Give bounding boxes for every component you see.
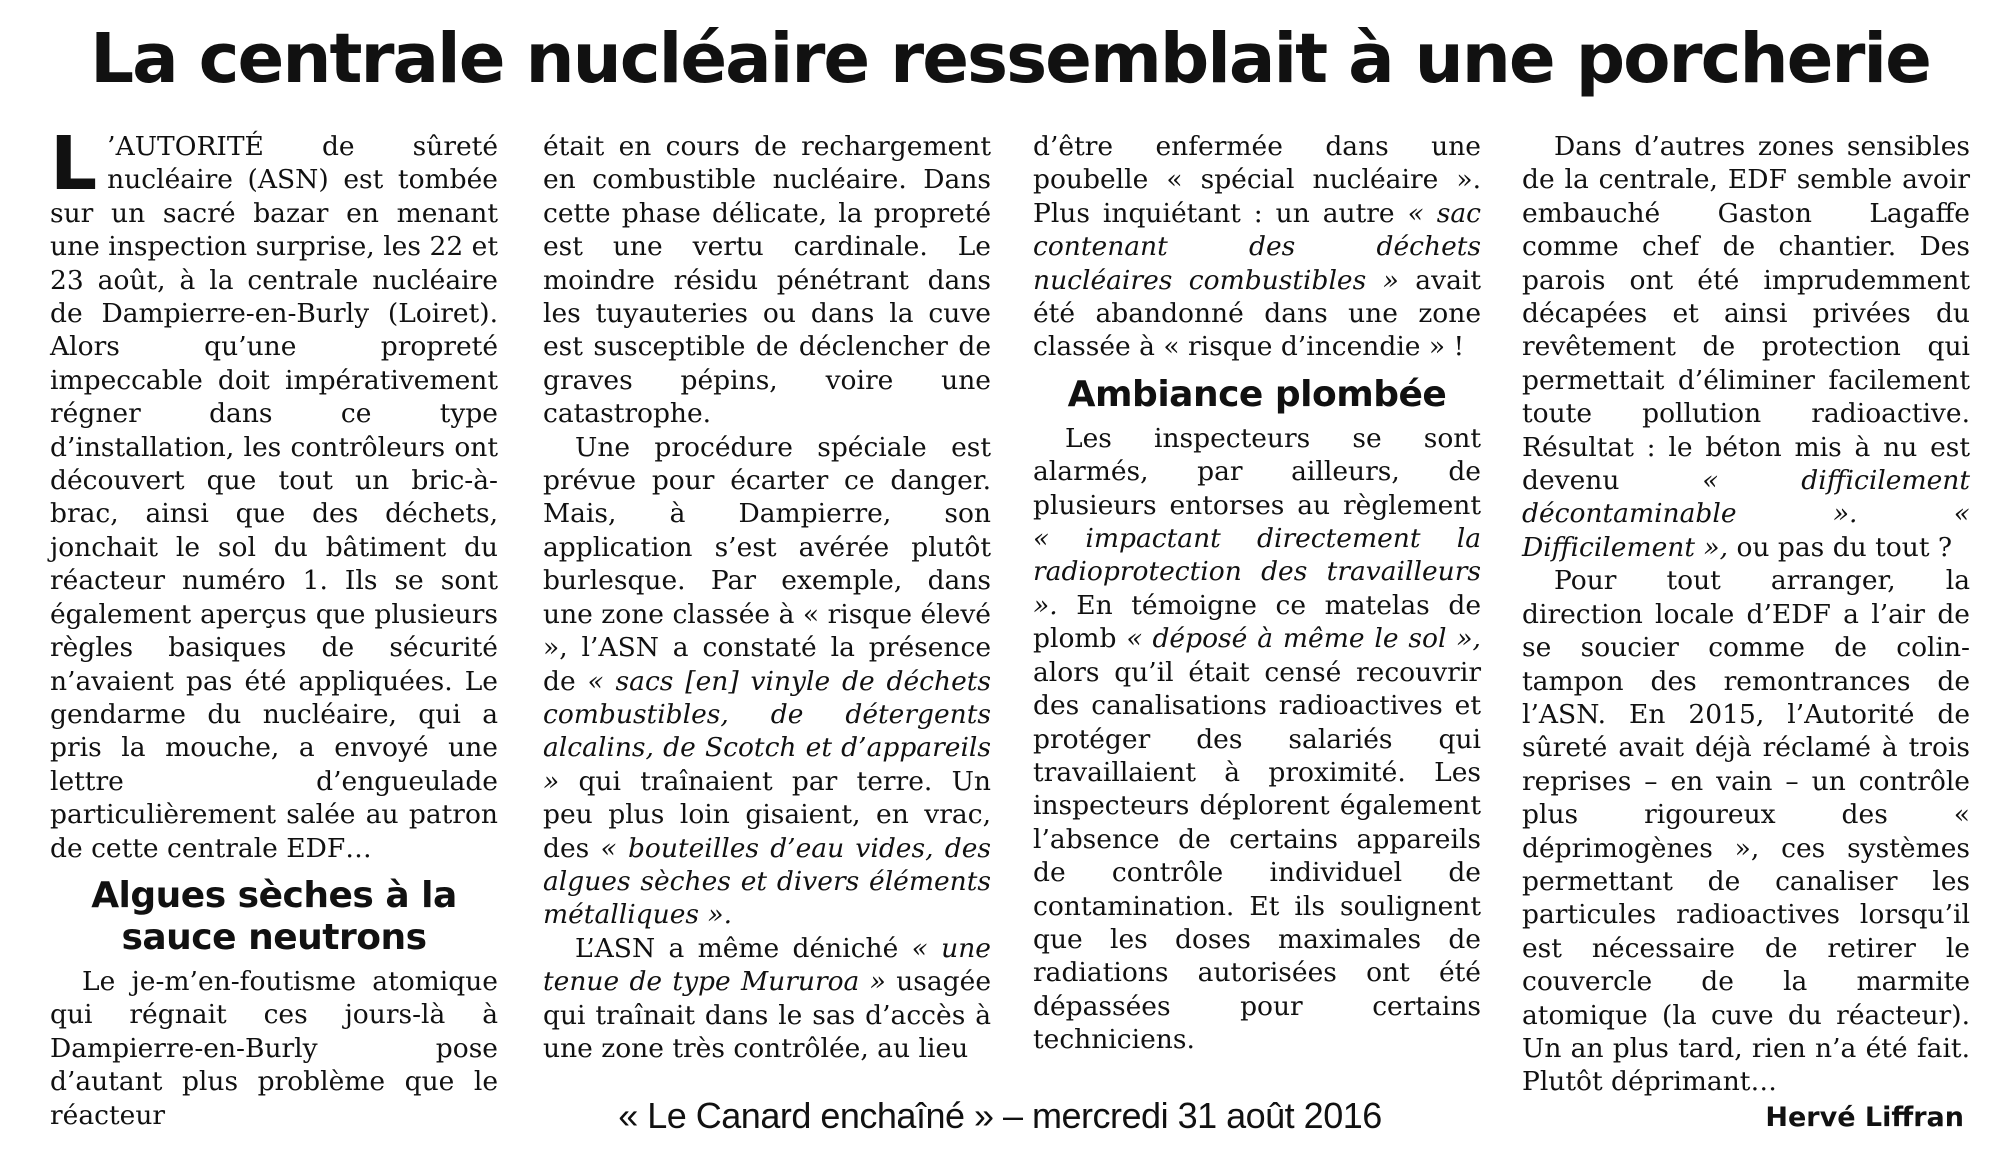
quote: « bouteilles d’eau vides, des algues sèches et divers éléments métalliques ».: [543, 832, 992, 931]
lead-text: ’AUTORITÉ de sûreté nucléaire (ASN) est tombée sur un sacré bazar en menant une inspection surprise, les 22 et 23 août, à la centrale nucléaire de Dampierre-en-Burly (Loiret). Alors qu’une propreté impeccable doit impérativement régner dans ce type d’installation, les contrôleurs ont découvert que tout un bric-à-brac, ainsi que des déchets, jonchait le sol du bâtiment du réacteur numéro 1. Ils se sont également aperçus que plusieurs règles basiques de sécurité n’avaient pas été appliquées. Le gendarme du nucléaire, qui a pris la mouche, a envoyé une lettre d’engueulade particulièrement salée au patron de cette centrale EDF…: [50, 131, 498, 864]
article-column-2: [543, 130, 991, 1065]
paragraph: [1033, 130, 1481, 364]
text-run: avait été abandonné dans une zone classée à « risque d’incendie » !: [1033, 264, 1481, 363]
quote: « Difficilement »,: [1522, 498, 1970, 563]
text-run: L’ASN a même déniché: [575, 932, 912, 964]
subheading-algues: Algues sèches à la sauce neutrons: [91, 874, 457, 958]
author-byline: Hervé Liffran: [1765, 1101, 1964, 1133]
text-run: Les inspecteurs se sont alarmés, par ailleurs, de plusieurs entorses au règlement: [1033, 422, 1481, 521]
paragraph: Pour tout arranger, la direction locale d’EDF a l’air de se soucier comme de colin-tampon des remontrances de l’ASN. En 2015, l’Autorité de sûreté avait déjà réclamé à trois reprises – en vain – un contrôle plus rigoureux des « déprimogènes », ces systèmes permettant de canaliser les particules radioactives lorsqu’il est nécessaire de retirer le couvercle de la marmite atomique (la cuve du réacteur). Un an plus tard, rien n’a été fait. Plutôt déprimant…: [1522, 565, 1970, 1098]
article-column-4: [1522, 130, 1970, 1134]
quote: « une tenue de type Mururoa »: [543, 932, 991, 998]
quote: « sacs [en] vinyle de déchets combustibles, de détergents alcalins, de Scotch et d’appareils »: [543, 665, 991, 797]
drop-cap: L: [50, 121, 98, 207]
text-run: Dans d’autres zones sensibles de la centrale, EDF semble avoir embauché Gaston Lagaffe comme chef de chantier. Des parois ont été imprudemment décapées et ainsi privées du revêtement de protection qui permettait d’éliminer facilement toute pollution radioactive. Résultat : le béton mis à nu est devenu: [1522, 131, 1970, 497]
article-column-3: [1033, 130, 1481, 1057]
text-run: ou pas du tout ?: [1728, 531, 1953, 563]
source-footer: « Le Canard enchaîné » – mercredi 31 août 2016: [618, 1095, 1382, 1136]
subheading-ambiance: Ambiance plombée: [1067, 373, 1447, 415]
article-column-1: [50, 121, 498, 1132]
paragraph: était en cours de rechargement en combustible nucléaire. Dans cette phase délicate, la propreté est une vertu cardinale. Le moindre résidu pénétrant dans les tuyauteries ou dans la cuve est susceptible de déclencher de graves pépins, voire une catastrophe.: [543, 131, 991, 430]
text-run: En témoigne ce matelas de plomb: [1033, 589, 1481, 655]
paragraph: [543, 431, 991, 932]
text-run: usagée qui traînait dans le sas d’accès à une zone très contrôlée, au lieu: [543, 966, 991, 1064]
quote: « difficilement décontaminable ».: [1522, 465, 1970, 530]
paragraph: [1033, 422, 1481, 1057]
quote: « sac contenant des déchets nucléaires combustibles »: [1033, 197, 1481, 296]
text-run: d’être enfermée dans une poubelle « spécial nucléaire ». Plus inquiétant : un autre: [1033, 131, 1481, 229]
lead-paragraph: [50, 121, 498, 865]
paragraph: [1522, 130, 1970, 564]
quote: « impactant directement la radioprotection des travailleurs ».: [1033, 523, 1481, 621]
paragraph: [543, 932, 991, 1066]
quote: « déposé à même le sol »,: [1126, 623, 1481, 655]
text-run: Une procédure spéciale est prévue pour écarter ce danger. Mais, à Dampierre, son application s’est avérée plutôt burlesque. Par exemple, dans une zone classée à « risque élevé », l’ASN a constaté la présence de: [543, 431, 991, 697]
paragraph: Le je-m’en-foutisme atomique qui régnait ces jours-là à Dampierre-en-Burly pose d’autant plus problème que le réacteur: [50, 965, 498, 1131]
text-run: qui traînaient par terre. Un peu plus loin gisaient, en vrac, des: [543, 765, 991, 864]
headline: La centrale nucléaire ressemblait à une porcherie: [90, 19, 1930, 99]
text-run: alors qu’il était censé recouvrir des canalisations radioactives et protéger des salariés qui travaillaient à proximité. Les inspecteurs déplorent également l’absence de certains appareils de contrôle individuel de contamination. Et ils soulignent que les doses maximales de radiations autorisées ont été dépassées pour certains techniciens.: [1033, 656, 1481, 1056]
